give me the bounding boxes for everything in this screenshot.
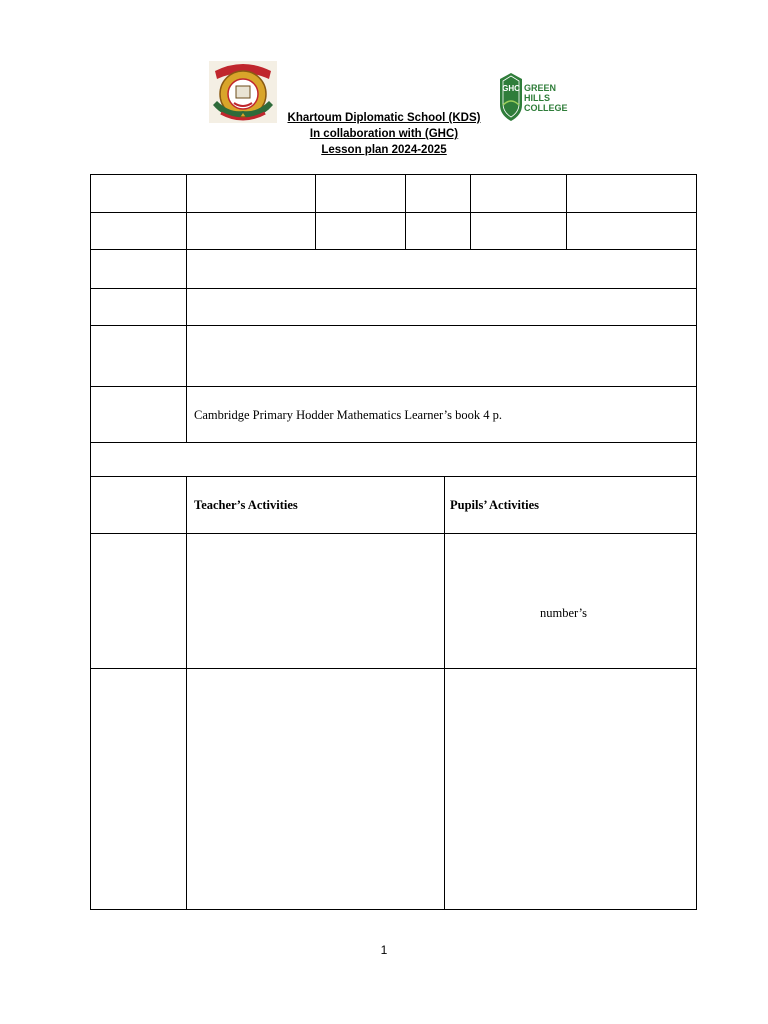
- pupils-activities-header: Pupils’ Activities: [450, 498, 540, 512]
- page-number: 1: [380, 943, 388, 957]
- teacher-activities-header: Teacher’s Activities: [194, 498, 298, 512]
- lesson-plan-title: Lesson plan 2024-2025: [321, 144, 447, 156]
- pupils-activity-text: number’s: [540, 606, 587, 620]
- collaboration-line: In collaboration with (GHC): [309, 128, 459, 140]
- resources-cell: Cambridge Primary Hodder Mathematics Learner’s book 4 p.: [194, 408, 503, 422]
- ghc-college: COLLEGE: [524, 103, 568, 113]
- ghc-green: GREEN: [524, 83, 557, 93]
- table-border: [91, 175, 697, 910]
- ghc-hills: HILLS: [524, 93, 550, 103]
- school-name: Khartoum Diplomatic School (KDS): [287, 112, 481, 124]
- ghc-initials: GHC: [502, 84, 520, 93]
